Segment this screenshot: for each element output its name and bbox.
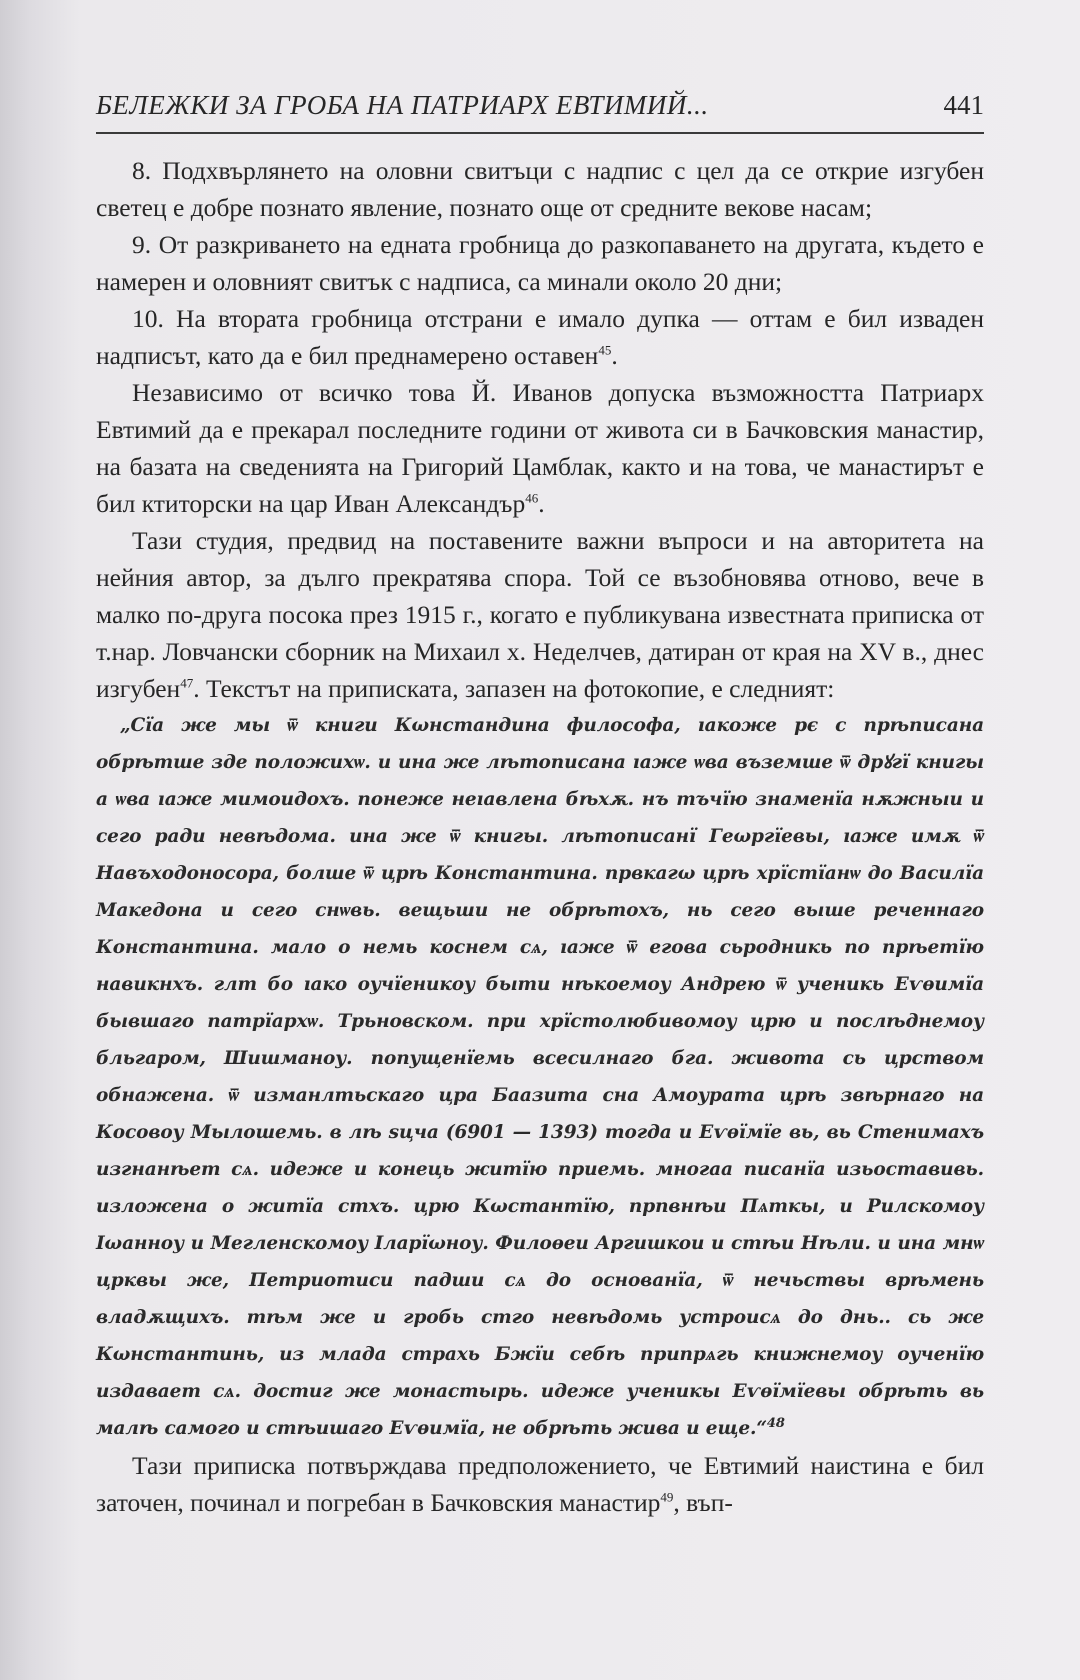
- paragraph-text-tail: . Текстът на приписката, запазен на фотокопие, е следният:: [193, 674, 835, 703]
- paragraph-text-tail: .: [538, 489, 545, 518]
- running-title: БЕЛЕЖКИ ЗА ГРОБА НА ПАТРИАРХ ЕВТИМИЙ...: [96, 90, 709, 120]
- body-text: [96, 152, 984, 1521]
- footnote-ref: 45: [598, 342, 612, 358]
- paragraph-item-8: [96, 152, 984, 226]
- footnote-ref: 49: [660, 1489, 674, 1505]
- paragraph-text: Тази студия, предвид на поставените важни въпроси и на авторитета на нейния автор, за дълго прекратява спора. Той се възобновява отново, вече в малко по-друга посока през 1915 г., когато е публикувана известната приписка от т.нар. Ловчански сборник на Михаил х. Неделчев, датиран от края на XV в., днес изгубен: [96, 526, 984, 703]
- footnote-ref: 48: [766, 1415, 785, 1431]
- paragraph-study: [96, 522, 984, 707]
- paragraph-text: Тази приписка потвърждава предположението, че Евтимий наистина е бил заточен, починал и погребан в Бачковския манастир: [96, 1451, 984, 1517]
- paragraph-item-9: [96, 226, 984, 300]
- paragraph-text: 8. Подхвърлянето на оловни свитъци с надпис с цел да се открие изгубен светец е добре познато явление, познато още от средните векове насам;: [96, 156, 984, 222]
- paragraph-text: 9. От разкриването на едната гробница до разкопаването на другата, където е намерен и оловният свитък с надписа, са минали около 20 дни;: [96, 230, 984, 296]
- paragraph-ivanov: [96, 374, 984, 522]
- paragraph-text-tail: .: [611, 341, 618, 370]
- paragraph-item-10: [96, 300, 984, 374]
- running-header: [96, 86, 984, 134]
- paragraph-text: Независимо от всичко това Й. Иванов допуска възможността Патриарх Евтимий да е прекарал последните години от живота си в Бачковския манастир, на базата на сведенията на Григорий Цамблак, както и на това, че манастирът е бил ктиторски на цар Иван Александър: [96, 378, 984, 518]
- paragraph-text-tail: , въп-: [673, 1488, 733, 1517]
- page-number: 441: [943, 90, 984, 120]
- footnote-ref: 46: [525, 490, 539, 506]
- footnote-ref: 47: [180, 675, 194, 691]
- paragraph-conclusion: [96, 1447, 984, 1521]
- quote-text: „Сїа же мы ѿ книги Кωнстандина философа, ıакоже рє с прѣписана обрѣтше зде положихѡ. и ина же лѣтописана ıаже ѡва въземше ѿ дрꙋгї книгы а ѡва ıаже мимоидохъ. понеже неıавлена бѣхѫ. нъ тъчїю знаменїа нѫжныи и сего ради невѣдома. ина же ѿ книгы. лѣтописанї Геωргїевы, ıаже имѫ ѿ Навъходоносора, болше ѿ црѣ Константина. првкагω црѣ хрїстїанѡ до Василїа Македона и сего снѡвь. вещьши не обрѣтохъ, нь сего выше реченнаго Константина. мало о немь коснем сѧ, ıаже ѿ егова сьродникь по прѣетїю навикнхъ. глт бо ıако оучїеникоу быти нѣкоемоу Андрею ѿ ученикь Еѵѳимїа бывшаго патрїархѡ. Трьновском. при хрїстолюбивомоу црю и послѣднемоу бльгаром, Шишманоу. попущенїемь всесилнаго бга. живота сь црством обнажена. ѿ изманлтьскаго цра Баазита сна Амоурата црѣ звѣрнаго на Косовоу Мылошемь. в лѣ ѕцча (6901 — 1393) тогда и Еѵѳїмїе вь, вь Стенимахъ изгнанѣет сѧ. идеже и конець житїю приемь. многаа писанїа изьоставивь. изложена о житїа стхъ. црю Кωстантїю, прпвнѣи Пѧткы, и Рилскомоу Іωанноу и Мегленскомоу Іларїωноу. Филоѳеи Аргишкои и стѣи Нѣли. и ина мнѡ црквы же, Петриотиси падши сѧ до основанїа, ѿ нечьствы врѣмень владѫщихъ. тѣм же и гробь стго невѣдомь устроисѧ до днь.. сь же Кωнстантинь, из млада страхь Бжїи себѣ припрѧгь книжнемоу оученїю издавает сѧ. достиг же монастырь. идеже ученикы Еѵѳїмїевы обрѣть вь малѣ самого и стѣишаго Еѵѳимїа, не обрѣть жива и еще.“: [96, 715, 984, 1439]
- old-bulgarian-quote: [96, 707, 984, 1447]
- paragraph-text: 10. На втората гробница отстрани е имало дупка — оттам е бил изваден надписът, като да е бил преднамерено оставен: [96, 304, 984, 370]
